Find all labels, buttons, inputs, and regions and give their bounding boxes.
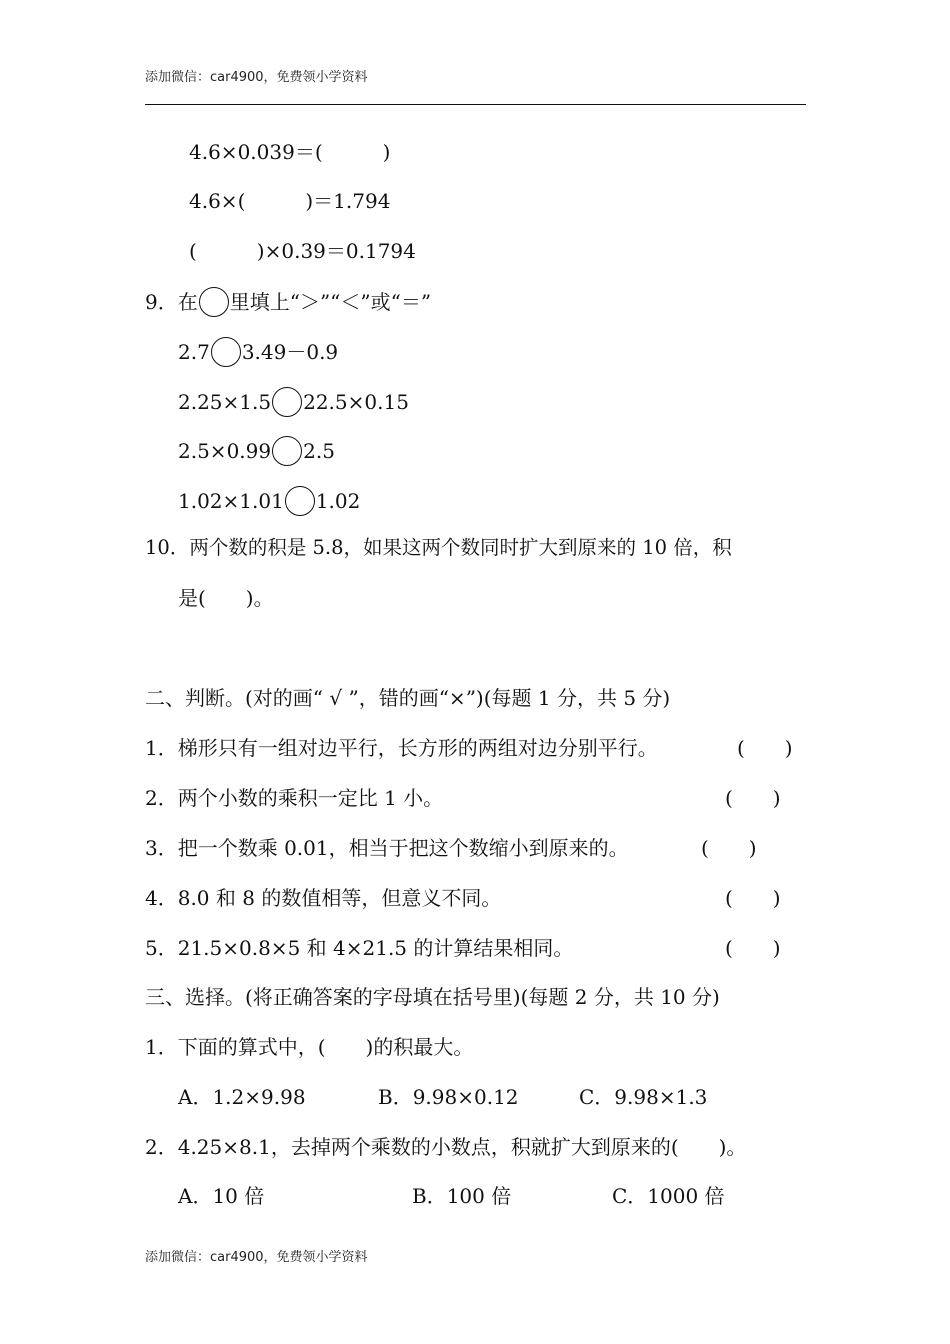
q10-line-2: 是( )。	[178, 586, 274, 610]
judge-item-text: 2．两个小数的乘积一定比 1 小。	[145, 786, 444, 810]
q10-line-1: 10．两个数的积是 5.8，如果这两个数同时扩大到原来的 10 倍，积	[145, 536, 732, 559]
q9-item	[178, 387, 409, 417]
section3-title: 三、选择。(将正确答案的字母填在括号里)(每题 2 分，共 10 分)	[145, 985, 720, 1009]
answer-circle[interactable]	[285, 486, 315, 516]
q8-line-2: 4.6×( )＝1.794	[189, 189, 391, 213]
q9-item	[178, 436, 335, 466]
q9-item-left: 2.7	[178, 340, 210, 364]
q9-title-prefix: 9．在	[145, 290, 198, 314]
judge-item-text: 5．21.5×0.8×5 和 4×21.5 的计算结果相同。	[145, 936, 574, 960]
judge-answer-paren[interactable]: ( )	[701, 836, 757, 860]
q9-item-left: 1.02×1.01	[178, 489, 284, 513]
choice-option-c[interactable]: C．1000 倍	[612, 1184, 725, 1208]
q9-item-right: 2.5	[303, 439, 335, 463]
q9-item-left: 2.5×0.99	[178, 439, 272, 463]
page-header: 添加微信：car4900，免费领小学资料	[145, 70, 368, 85]
judge-answer-paren[interactable]: ( )	[725, 936, 781, 960]
compare-circle-icon	[199, 287, 229, 317]
choice-option-b[interactable]: B．100 倍	[412, 1184, 512, 1208]
judge-item-text: 1．梯形只有一组对边平行，长方形的两组对边分别平行。	[145, 736, 658, 760]
choice-option-a[interactable]: A．10 倍	[178, 1184, 265, 1208]
choice-q1-text: 1．下面的算式中，( )的积最大。	[145, 1035, 474, 1059]
q9-item	[178, 337, 338, 367]
choice-option-b[interactable]: B．9.98×0.12	[378, 1085, 519, 1109]
q9-title-suffix: 里填上“＞”“＜”或“＝”	[229, 290, 432, 314]
judge-answer-paren[interactable]: ( )	[737, 736, 793, 760]
answer-circle[interactable]	[272, 436, 302, 466]
choice-option-a[interactable]: A．1.2×9.98	[178, 1085, 306, 1109]
q8-line-1: 4.6×0.039＝( )	[189, 140, 391, 164]
judge-item-text: 4．8.0 和 8 的数值相等，但意义不同。	[145, 886, 502, 910]
judge-answer-paren[interactable]: ( )	[725, 886, 781, 910]
q8-line-3: ( )×0.39＝0.1794	[189, 239, 416, 263]
q9-item	[178, 486, 360, 516]
q9-title	[145, 287, 431, 317]
q9-item-right: 22.5×0.15	[303, 390, 409, 414]
answer-circle[interactable]	[272, 387, 302, 417]
page-footer: 添加微信：car4900，免费领小学资料	[145, 1250, 368, 1265]
q9-item-left: 2.25×1.5	[178, 390, 272, 414]
judge-item-text: 3．把一个数乘 0.01，相当于把这个数缩小到原来的。	[145, 836, 629, 860]
choice-q2-text: 2．4.25×8.1，去掉两个乘数的小数点，积就扩大到原来的( )。	[145, 1135, 747, 1159]
q9-item-right: 3.49－0.9	[241, 340, 339, 364]
judge-answer-paren[interactable]: ( )	[725, 786, 781, 810]
section2-title: 二、判断。(对的画“ √ ”，错的画“×”)(每题 1 分，共 5 分)	[145, 686, 671, 710]
header-divider	[145, 104, 806, 105]
choice-option-c[interactable]: C．9.98×1.3	[579, 1085, 708, 1109]
q9-item-right: 1.02	[315, 489, 361, 513]
answer-circle[interactable]	[211, 337, 241, 367]
